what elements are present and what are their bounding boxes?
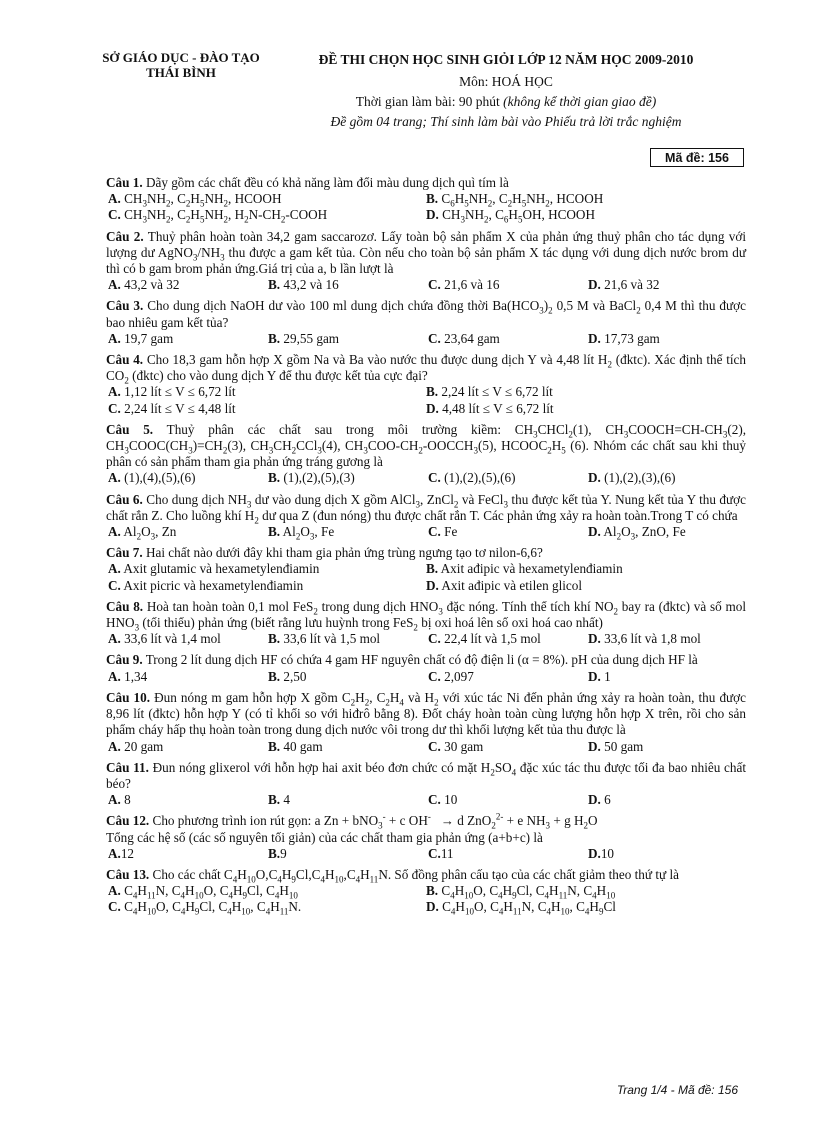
option-letter: C. <box>428 524 441 540</box>
answer-option-c <box>428 792 588 808</box>
exam-header <box>274 50 738 132</box>
option-text: Fe <box>440 524 458 540</box>
page-footer: Trang 1/4 - Mã đề: 156 <box>616 1083 738 1097</box>
question-text <box>106 175 746 191</box>
option-letter: A. <box>108 470 121 486</box>
answer-option-a <box>108 561 426 577</box>
province-name: THÁI BÌNH <box>146 65 216 80</box>
answer-option-b <box>426 561 748 577</box>
answer-options <box>108 331 746 347</box>
option-letter: C. <box>428 668 441 684</box>
question-body: Cho dung dịch $NH_3$ dư vào dung dịch X gồm AlCl$_3$, ZnCl$_2$ và FeCl$_3$ thu được kết tủa Y. Nung kết tủa Y thu được chất rắn Z. Cho luồng khí $H_2$ dư qua Z (đun nóng) thu được chất rắn T. Các phản ứng xảy ra hoàn toàn.Trong T có chứa <box>106 491 747 526</box>
question-item <box>106 652 746 684</box>
answer-option-a <box>108 277 268 293</box>
option-text: 20 gam <box>120 738 164 754</box>
option-letter: D. <box>426 400 439 416</box>
question-body: Đun nóng m gam hỗn hợp X gồm $C_2H_2$, $C_2H_4$ và $H_2$ với xúc tác Ni đến phản ứng xảy ra hoàn toàn, thu được 8,96 lít (đktc) hỗn hợp Y (có tỉ khối so với hiđrô bằng 8). Đốt cháy hoàn toàn cùng lượng hỗn hợp X trên, rồi cho sản phẩm cháy hấp thụ hoàn toàn trong dung dịch nước vôi trong dư thì khối lượng kết tủa thu được là <box>106 689 747 738</box>
option-letter: A. <box>108 631 121 647</box>
answer-option-c <box>108 401 426 417</box>
option-text: 17,73 gam <box>600 330 660 346</box>
answer-options <box>108 470 746 486</box>
option-letter: A. <box>108 524 121 540</box>
question-item <box>106 352 746 417</box>
answer-option-b <box>268 846 428 862</box>
question-number: Câu 8. <box>106 598 144 614</box>
exam-code-box: Mã đề: 156 <box>650 148 744 167</box>
option-letter: D. <box>588 738 601 754</box>
option-text: 2,097 <box>440 668 474 684</box>
option-text: $CH_3NH_2$, $C_2H_5NH_2$, $H_2N-CH_2$-COOH <box>120 207 328 226</box>
option-letter: C. <box>428 738 441 754</box>
option-letter: A. <box>108 883 121 899</box>
question-text <box>106 492 746 524</box>
question-text <box>106 652 746 668</box>
answer-options <box>108 846 746 862</box>
answer-option-b <box>268 739 428 755</box>
option-text: 2,24 lít ≤ V ≤ 6,72 lít <box>438 384 553 400</box>
answer-option-c <box>108 899 426 915</box>
department-header <box>88 50 274 80</box>
option-text: 4,48 lít ≤ V ≤ 6,72 lít <box>438 400 554 416</box>
answer-option-b <box>268 669 428 685</box>
option-letter: A. <box>108 384 121 400</box>
option-letter: D. <box>426 899 439 915</box>
option-letter: C. <box>108 207 121 223</box>
answer-option-a <box>108 470 268 486</box>
option-text: 9 <box>280 845 287 861</box>
answer-options <box>108 883 746 915</box>
question-number: Câu 7. <box>106 545 143 561</box>
answer-option-c <box>108 207 426 226</box>
option-text: 1,12 lít ≤ V ≤ 6,72 lít <box>120 384 236 400</box>
answer-option-c <box>428 846 588 862</box>
answer-option-b <box>268 524 428 540</box>
question-number: Câu 13. <box>106 866 150 882</box>
answer-option-d <box>426 899 748 915</box>
option-text: 8 <box>120 792 131 808</box>
exam-note: Đề gồm 04 trang; Thí sinh làm bài vào Phiếu trả lời trắc nghiệm <box>330 114 682 129</box>
question-body: Thuỷ phân các chất sau trong môi trường kiềm: $CH_3CHCl_2(1)$, $CH_3COOCH=CH-CH_3(2)$, $CH_3COOC(CH_3)=CH_2(3)$, $CH_3CH_2CCl_3(4)$, $CH_3COO-CH_2-OOCCH_3(5)$, $HCOOC_2H_5$ (6). Nhóm các chất sau khi thuỷ phân có sản phẩm tham gia phản ứng tráng gương là <box>106 421 747 470</box>
answer-option-a <box>108 631 268 647</box>
question-number: Câu 1. <box>106 175 143 190</box>
option-letter: A. <box>108 845 121 861</box>
answer-option-d <box>588 739 748 755</box>
question-body: Thuỷ phân hoàn toàn 34,2 gam saccarozơ. Lấy toàn bộ sản phẩm X của phản ứng thuỷ phân cho tác dụng với lượng dư $AgNO_3/NH_3$ thu được a gam kết tủa. Còn nếu cho toàn bộ sản phẩm X tác dụng với dung dịch nước brom dư thì có b gam brom phản ứng.Giá trị của a, b lần lượt là <box>106 228 747 277</box>
answer-option-b <box>268 277 428 293</box>
question-number: Câu 11. <box>106 759 149 775</box>
option-text: 2,24 lít ≤ V ≤ 4,48 lít <box>120 400 236 416</box>
option-text: Axit glutamic và hexametylenđiamin <box>120 561 320 577</box>
answer-option-a <box>108 739 268 755</box>
answer-option-b <box>426 191 748 207</box>
question-text <box>106 813 746 845</box>
option-letter: B. <box>268 330 281 346</box>
answer-options <box>108 524 746 540</box>
option-letter: A. <box>108 330 121 346</box>
question-text <box>106 545 746 561</box>
question-text <box>106 690 746 739</box>
question-body: Hoà tan hoàn toàn 0,1 mol FeS$_2$ trong dung dịch $HNO_3$ đặc nóng. Tính thể tích khí $NO_2$ bay ra (đktc) và số mol $HNO_3$ (tối thiểu) phản ứng (biết rằng lưu huỳnh trong FeS$_2$ bị oxi hoá lên số oxi hoá cao nhất) <box>106 598 747 633</box>
option-text: 50 gam <box>600 738 644 754</box>
option-letter: C. <box>428 845 441 861</box>
question-item <box>106 298 746 347</box>
answer-option-a <box>108 883 426 899</box>
question-body: Đun nóng glixerol với hỗn hợp hai axit béo đơn chức có mặt $H_2SO_4$ đặc xúc tác thu được tối đa bao nhiêu chất béo? <box>106 759 746 791</box>
answer-option-b <box>268 470 428 486</box>
option-text: 33,6 lít và 1,4 mol <box>120 631 221 647</box>
answer-options <box>108 277 746 293</box>
answer-option-b <box>268 792 428 808</box>
question-body: Cho dung dịch NaOH dư vào 100 ml dung dịch chứa đồng thời $Ba(HCO_3)_2$ 0,5 M và BaCl$_2$ 0,4 M thì thu được bao nhiêu gam kết tủa? <box>106 298 746 330</box>
question-body: Hai chất nào dưới đây khi tham gia phản ứng trùng ngưng tạo tơ nilon-6,6? <box>142 545 543 561</box>
question-item <box>106 599 746 648</box>
answer-options <box>108 384 746 416</box>
question-text <box>106 298 746 330</box>
answer-option-c <box>428 470 588 486</box>
answer-option-d <box>588 331 748 347</box>
question-item <box>106 175 746 224</box>
answer-option-d <box>588 669 748 685</box>
option-text: 11 <box>440 845 454 861</box>
option-letter: D. <box>588 845 601 861</box>
answer-options <box>108 561 746 593</box>
option-text: 23,64 gam <box>440 330 500 346</box>
question-number: Câu 9. <box>106 652 143 668</box>
answer-options <box>108 191 746 226</box>
exam-title: ĐỀ THI CHỌN HỌC SINH GIỎI LỚP 12 NĂM HỌC 2009-2010 <box>318 52 694 67</box>
option-text: $C_4H_{10}O$, $C_4H_{11}N$, $C_4H_{10}$, $C_4H_9Cl$ <box>438 899 616 917</box>
question-text <box>106 352 746 384</box>
option-letter: C. <box>428 330 441 346</box>
answer-option-c <box>108 578 426 594</box>
option-letter: B. <box>268 738 281 754</box>
question-item <box>106 545 746 594</box>
question-item <box>106 492 746 541</box>
question-item <box>106 690 746 755</box>
question-number: Câu 12. <box>106 813 150 829</box>
answer-options <box>108 739 746 755</box>
option-letter: A. <box>108 738 121 754</box>
option-text: $C_6H_5NH_2$, $C_2H_5NH_2$, HCOOH <box>438 191 604 209</box>
option-letter: C. <box>108 400 121 416</box>
option-text: $C_4H_{11}N$, $C_4H_{10}O$, $C_4H_9Cl$, $C_4H_{10}$ <box>120 883 298 901</box>
option-letter: A. <box>108 792 121 808</box>
answer-option-c <box>428 739 588 755</box>
option-text: 12 <box>120 845 135 861</box>
question-text <box>106 760 746 792</box>
option-letter: A. <box>108 191 121 207</box>
answer-option-c <box>428 524 588 540</box>
option-text: 10 <box>440 792 458 808</box>
question-number: Câu 4. <box>106 352 144 368</box>
question-body: Dãy gồm các chất đều có khả năng làm đổi màu dung dịch quì tím là <box>142 175 509 190</box>
answer-option-a <box>108 524 268 540</box>
answer-option-d <box>588 846 748 862</box>
option-letter: B. <box>426 561 439 577</box>
option-text: 21,6 và 16 <box>440 277 500 293</box>
answer-option-c <box>428 631 588 647</box>
option-text: Axit picric và hexametylenđiamin <box>120 577 304 593</box>
answer-option-a <box>108 191 426 207</box>
option-text: 21,6 và 32 <box>600 277 660 293</box>
question-body: Cho phương trình ion rút gọn: a Zn + bNO$_3$- + c OH- → d ZnO$_2^{2-}$ + e $NH_3 + g$ $H_2O$ Tổng các hệ số (các số nguyên tối giản) của các chất tham gia phản ứng (a+b+c) là <box>106 811 598 845</box>
option-letter: B. <box>268 631 281 647</box>
option-letter: D. <box>588 330 601 346</box>
answer-option-a <box>108 792 268 808</box>
option-text: 4 <box>280 792 290 808</box>
question-item <box>106 760 746 809</box>
option-letter: C. <box>428 277 441 293</box>
option-text: 43,2 và 16 <box>280 277 339 293</box>
question-item <box>106 229 746 294</box>
option-letter: D. <box>588 631 601 647</box>
answer-option-c <box>428 277 588 293</box>
exam-time <box>274 92 738 112</box>
option-letter: C. <box>428 792 441 808</box>
option-text: (1),(2),(5),(3) <box>280 470 355 486</box>
question-text <box>106 599 746 631</box>
option-text: $C_4H_{10}O$, $C_4H_9Cl$, $C_4H_{10}$, $C_4H_{11}N$. <box>120 899 302 917</box>
question-item <box>106 422 746 487</box>
question-number: Câu 3. <box>106 298 144 314</box>
option-letter: C. <box>428 470 441 486</box>
answer-options <box>108 669 746 685</box>
department-name: SỞ GIÁO DỤC - ĐÀO TẠO <box>102 50 260 65</box>
option-letter: B. <box>268 668 281 684</box>
option-letter: C. <box>108 899 121 915</box>
option-text: $Al_2O_3$, Fe <box>280 524 335 542</box>
option-text: (1),(2),(5),(6) <box>440 470 516 486</box>
option-text: 10 <box>600 845 615 861</box>
answer-option-b <box>268 331 428 347</box>
question-body: Cho 18,3 gam hỗn hợp X gồm Na và Ba vào nước thu được dung dịch Y và 4,48 lít $H_2$ (đktc). Xác định thể tích $CO_2$ (đktc) cho vào dung dịch Y để thu được kết tủa cực đại? <box>106 352 747 386</box>
option-letter: D. <box>588 470 601 486</box>
question-text <box>106 229 746 278</box>
option-letter: B. <box>268 524 281 540</box>
answer-option-d <box>426 578 748 594</box>
question-item <box>106 867 746 916</box>
answer-option-d <box>588 631 748 647</box>
option-text: 43,2 và 32 <box>120 277 180 293</box>
answer-option-c <box>428 331 588 347</box>
answer-option-d <box>588 524 748 540</box>
option-text: $CH_3NH_2$, $C_2H_5NH_2$, HCOOH <box>120 191 282 209</box>
option-letter: D. <box>588 668 601 684</box>
option-text: $Al_2O_3$, Zn <box>120 524 177 542</box>
answer-option-a <box>108 846 268 862</box>
option-text: 30 gam <box>440 738 484 754</box>
question-text <box>106 422 746 471</box>
option-text: 6 <box>600 792 611 808</box>
option-letter: A. <box>108 277 121 293</box>
option-text: 29,55 gam <box>280 330 340 346</box>
option-letter: D. <box>588 524 601 540</box>
option-letter: B. <box>426 191 439 207</box>
option-letter: C. <box>108 577 121 593</box>
option-text: 33,6 lít và 1,5 mol <box>280 631 381 647</box>
answer-option-b <box>426 883 748 899</box>
answer-option-d <box>426 207 748 226</box>
option-text: 1 <box>600 668 611 684</box>
answer-option-b <box>268 631 428 647</box>
answer-option-d <box>426 401 748 417</box>
option-letter: B. <box>268 277 281 293</box>
option-text: $Al_2O_3$, ZnO, Fe <box>600 524 686 542</box>
option-text: 40 gam <box>280 738 323 754</box>
option-letter: A. <box>108 668 121 684</box>
question-body: Trong 2 lít dung dịch HF có chứa 4 gam HF nguyên chất có độ điện li (α = 8%). pH của dung dịch HF là <box>142 652 698 668</box>
answer-option-a <box>108 331 268 347</box>
option-text: 2,50 <box>280 668 307 684</box>
option-letter: D. <box>426 207 439 223</box>
option-text: (1),(4),(5),(6) <box>120 470 196 486</box>
answer-option-a <box>108 669 268 685</box>
option-letter: A. <box>108 561 121 577</box>
question-number: Câu 5. <box>106 421 154 437</box>
option-letter: B. <box>268 470 281 486</box>
answer-options <box>108 631 746 647</box>
option-letter: B. <box>426 883 439 899</box>
question-number: Câu 6. <box>106 491 143 507</box>
option-text: (1),(2),(3),(6) <box>600 470 676 486</box>
option-letter: D. <box>588 277 601 293</box>
question-item <box>106 813 746 862</box>
option-text: 1,34 <box>120 668 148 684</box>
option-letter: D. <box>588 792 601 808</box>
exam-time-text: Thời gian làm bài: 90 phút <box>355 94 504 109</box>
option-text: $CH_3NH_2$, $C_6H_5OH$, HCOOH <box>438 207 595 226</box>
answer-options <box>108 792 746 808</box>
option-letter: B. <box>268 792 281 808</box>
option-letter: D. <box>426 577 439 593</box>
answer-option-d <box>588 792 748 808</box>
option-letter: C. <box>428 631 441 647</box>
option-text: 22,4 lít và 1,5 mol <box>440 631 541 647</box>
option-text: 19,7 gam <box>120 330 174 346</box>
question-body: Cho các chất $C_4H_{10}O,C_4H_9Cl,C_4H_{10},C_4H_{11}N$. Số đồng phân cấu tạo của các chất giảm theo thứ tự là <box>149 866 679 885</box>
exam-time-note: (không kể thời gian giao đề) <box>503 94 657 109</box>
option-letter: B. <box>268 845 281 861</box>
question-text <box>106 867 746 883</box>
answer-option-c <box>428 669 588 685</box>
option-text: Axit ađipic và hexametylenđiamin <box>438 561 623 577</box>
question-list <box>106 175 746 921</box>
answer-option-d <box>588 470 748 486</box>
option-text: $C_4H_{10}O$, $C_4H_9Cl$, $C_4H_{11}N$, $C_4H_{10}$ <box>438 883 616 901</box>
exam-subject: Môn: HOÁ HỌC <box>459 74 553 89</box>
answer-option-b <box>426 384 748 400</box>
answer-option-a <box>108 384 426 400</box>
answer-option-d <box>588 277 748 293</box>
option-letter: B. <box>426 384 439 400</box>
option-text: Axit ađipic và etilen glicol <box>438 577 583 593</box>
option-text: 33,6 lít và 1,8 mol <box>600 631 701 647</box>
question-number: Câu 2. <box>106 228 144 244</box>
question-number: Câu 10. <box>106 689 151 705</box>
